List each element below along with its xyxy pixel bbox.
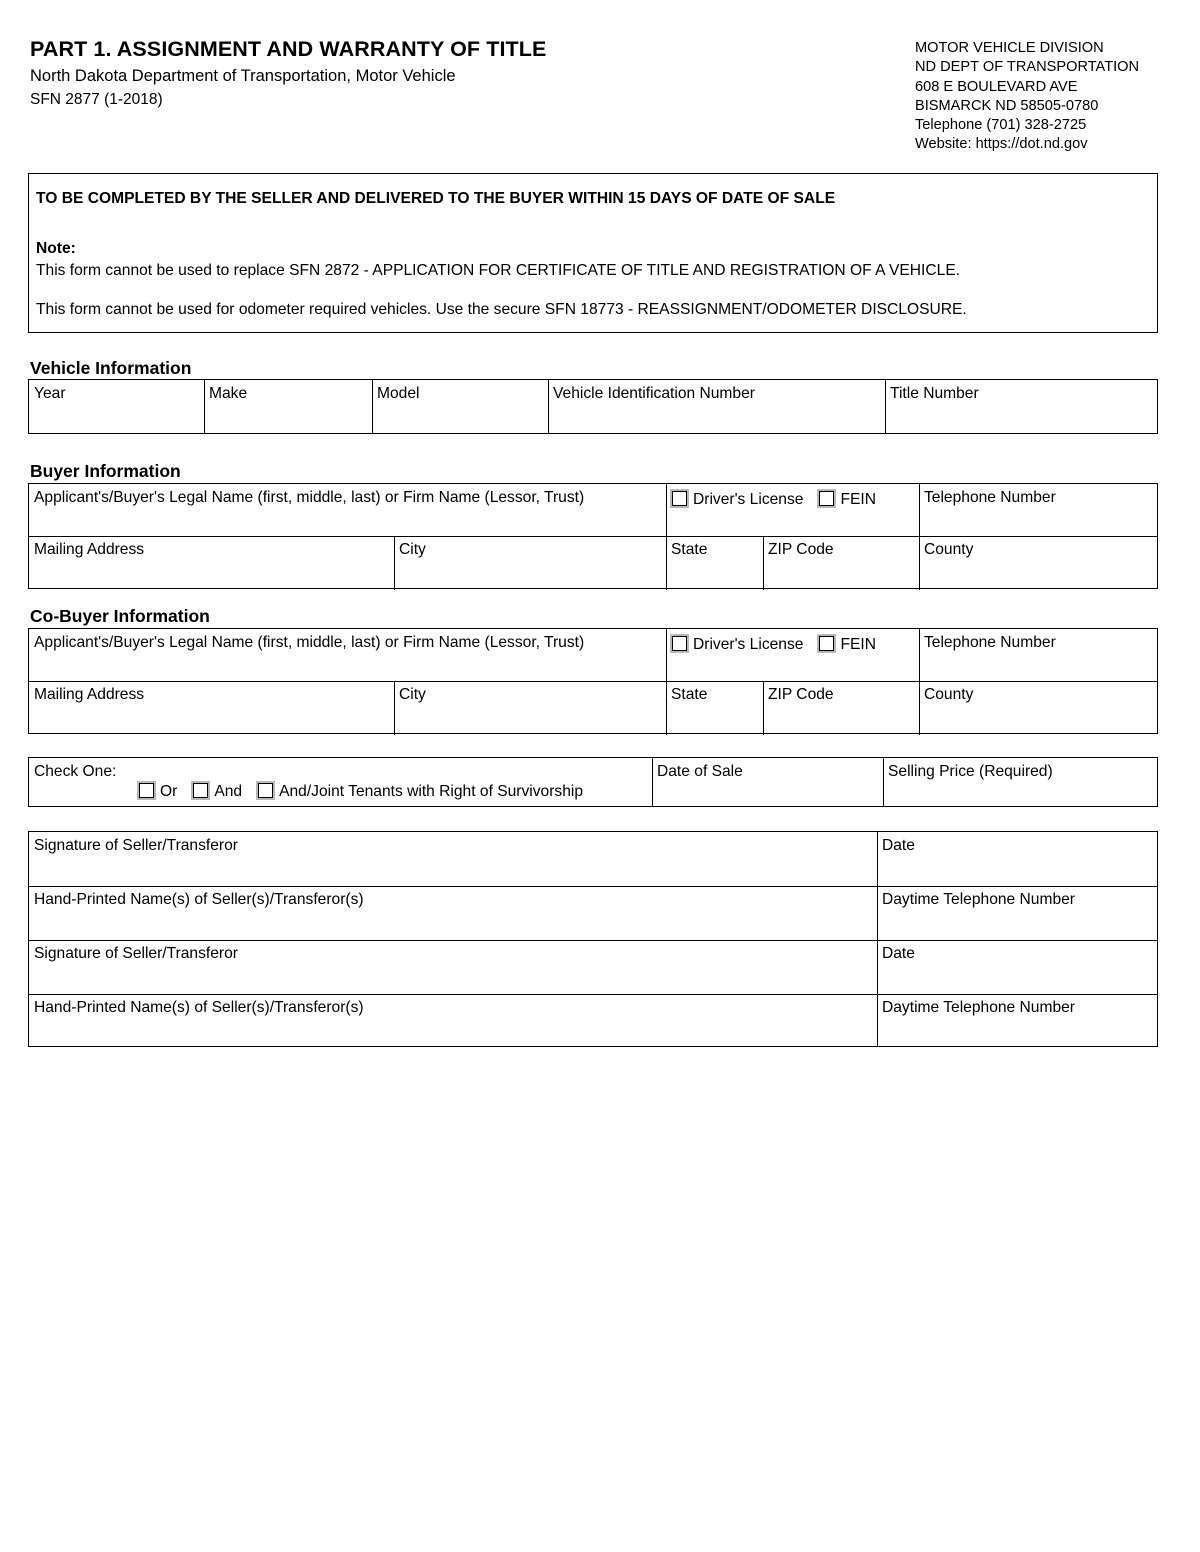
cobuyer-mailing-address-field[interactable] — [29, 681, 394, 735]
check-one-table — [28, 757, 1158, 807]
selling-price-field[interactable] — [883, 758, 1159, 806]
buyer-mailing-address-label: Mailing Address — [34, 541, 145, 558]
check-one-group — [29, 758, 652, 806]
cobuyer-telephone-field[interactable] — [919, 629, 1159, 681]
field-make[interactable] — [204, 380, 372, 433]
signature-table — [28, 831, 1158, 1047]
cobuyer-legal-name-field[interactable] — [29, 629, 666, 681]
table-row[interactable] — [29, 940, 877, 994]
buyer-county-field[interactable] — [919, 536, 1159, 590]
buyer-county-label: County — [924, 541, 974, 558]
date-of-sale-label: Date of Sale — [657, 763, 743, 780]
field-model-label: Model — [377, 385, 420, 402]
table-row[interactable] — [877, 940, 1159, 994]
cobuyer-mailing-address-label: Mailing Address — [34, 686, 145, 703]
date-of-sale-field[interactable] — [652, 758, 883, 806]
buyer-information-table — [28, 483, 1158, 589]
cobuyer-telephone-label: Telephone Number — [924, 634, 1056, 651]
buyer-fein-checkbox[interactable] — [819, 491, 834, 506]
buyer-id-type-group — [670, 490, 876, 510]
cobuyer-state-label: State — [671, 686, 708, 703]
form-number: SFN 2877 (1-2018) — [30, 91, 163, 108]
table-row[interactable] — [29, 886, 877, 940]
cobuyer-legal-name-label: Applicant's/Buyer's Legal Name (first, middle, last) or Firm Name (Lessor, Trust) — [34, 634, 585, 651]
agency-line-street: 608 E BOULEVARD AVE — [915, 78, 1078, 95]
cobuyer-zip-label: ZIP Code — [768, 686, 834, 703]
section-caption-buyer: Buyer Information — [30, 461, 181, 481]
form-header-left — [30, 36, 730, 110]
agency-line-division: MOTOR VEHICLE DIVISION — [915, 40, 1104, 56]
table-row[interactable] — [29, 994, 877, 1048]
agency-line-department: ND DEPT OF TRANSPORTATION — [915, 59, 1140, 76]
field-vin[interactable] — [548, 380, 885, 433]
printed-name-2-label: Hand-Printed Name(s) of Seller(s)/Transferor(s) — [34, 999, 364, 1016]
notice-line-1: This form cannot be used to replace SFN 2872 - APPLICATION FOR CERTIFICATE OF TITLE AND REGISTRATION OF A VEHICLE. — [36, 262, 961, 279]
field-vin-label: Vehicle Identification Number — [553, 385, 755, 402]
ownership-and-label: And — [214, 783, 243, 800]
notice-box — [28, 173, 1158, 333]
section-caption-vehicle: Vehicle Information — [30, 358, 192, 378]
notice-note-label: Note: — [36, 240, 76, 257]
daytime-phone-1-label: Daytime Telephone Number — [882, 891, 1076, 908]
buyer-mailing-address-field[interactable] — [29, 536, 394, 590]
cobuyer-drivers-license-checkbox[interactable] — [672, 636, 687, 651]
section-caption-cobuyer: Co-Buyer Information — [30, 606, 210, 626]
buyer-city-field[interactable] — [394, 536, 666, 590]
buyer-drivers-license-checkbox[interactable] — [672, 491, 687, 506]
field-make-label: Make — [209, 385, 248, 402]
table-row[interactable] — [29, 832, 877, 886]
selling-price-label: Selling Price (Required) — [888, 763, 1053, 780]
ownership-joint-tenants-label: And/Joint Tenants with Right of Survivorship — [279, 783, 584, 800]
cobuyer-divider-name-end — [666, 629, 667, 681]
agency-line-citystatezip: BISMARCK ND 58505-0780 — [915, 97, 1099, 114]
cobuyer-county-label: County — [924, 686, 974, 703]
agency-line-website: Website: https://dot.nd.gov — [915, 136, 1088, 153]
ownership-or-label: Or — [160, 783, 178, 800]
buyer-divider-name-end — [666, 484, 667, 536]
buyer-fein-label: FEIN — [840, 491, 876, 508]
buyer-drivers-license-label: Driver's License — [693, 491, 804, 508]
check-one-label: Check One: — [34, 763, 117, 780]
buyer-telephone-field[interactable] — [919, 484, 1159, 536]
cobuyer-county-field[interactable] — [919, 681, 1159, 735]
buyer-zip-field[interactable] — [763, 536, 919, 590]
field-year-label: Year — [34, 385, 66, 402]
cobuyer-fein-label: FEIN — [840, 636, 876, 653]
agency-line-telephone: Telephone (701) 328-2725 — [915, 117, 1087, 134]
vehicle-information-table — [28, 379, 1158, 434]
table-row[interactable] — [877, 886, 1159, 940]
table-row[interactable] — [877, 832, 1159, 886]
agency-address-block — [915, 39, 1185, 155]
field-title-number-label: Title Number — [890, 385, 979, 402]
buyer-city-label: City — [399, 541, 426, 558]
printed-name-1-label: Hand-Printed Name(s) of Seller(s)/Transferor(s) — [34, 891, 364, 908]
cobuyer-city-field[interactable] — [394, 681, 666, 735]
notice-heading: TO BE COMPLETED BY THE SELLER AND DELIVERED TO THE BUYER WITHIN 15 DAYS OF DATE OF SALE — [36, 190, 836, 207]
cobuyer-zip-field[interactable] — [763, 681, 919, 735]
field-model[interactable] — [372, 380, 548, 433]
signature-date-1-label: Date — [882, 837, 915, 854]
buyer-legal-name-label: Applicant's/Buyer's Legal Name (first, middle, last) or Firm Name (Lessor, Trust) — [34, 489, 585, 506]
signature-seller-1-label: Signature of Seller/Transferor — [34, 837, 238, 854]
cobuyer-information-table — [28, 628, 1158, 734]
agency-subtitle: North Dakota Department of Transportation, Motor Vehicle — [30, 67, 456, 85]
table-row[interactable] — [877, 994, 1159, 1048]
notice-line-2: This form cannot be used for odometer required vehicles. Use the secure SFN 18773 - REASSIGNMENT/ODOMETER DISCLOSURE. — [36, 301, 967, 318]
daytime-phone-2-label: Daytime Telephone Number — [882, 999, 1076, 1016]
buyer-state-field[interactable] — [666, 536, 763, 590]
buyer-telephone-label: Telephone Number — [924, 489, 1056, 506]
cobuyer-id-type-group — [670, 635, 876, 655]
ownership-or-checkbox[interactable] — [139, 783, 154, 798]
cobuyer-state-field[interactable] — [666, 681, 763, 735]
ownership-and-checkbox[interactable] — [193, 783, 208, 798]
ownership-options-row — [137, 782, 583, 802]
cobuyer-city-label: City — [399, 686, 426, 703]
field-year[interactable] — [29, 380, 204, 433]
buyer-zip-label: ZIP Code — [768, 541, 834, 558]
signature-date-2-label: Date — [882, 945, 915, 962]
cobuyer-drivers-license-label: Driver's License — [693, 636, 804, 653]
buyer-legal-name-field[interactable] — [29, 484, 666, 536]
buyer-state-label: State — [671, 541, 708, 558]
page-title: PART 1. ASSIGNMENT AND WARRANTY OF TITLE — [30, 37, 547, 61]
ownership-joint-tenants-checkbox[interactable] — [258, 783, 273, 798]
signature-seller-2-label: Signature of Seller/Transferor — [34, 945, 238, 962]
field-title-number[interactable] — [885, 380, 1159, 433]
cobuyer-fein-checkbox[interactable] — [819, 636, 834, 651]
